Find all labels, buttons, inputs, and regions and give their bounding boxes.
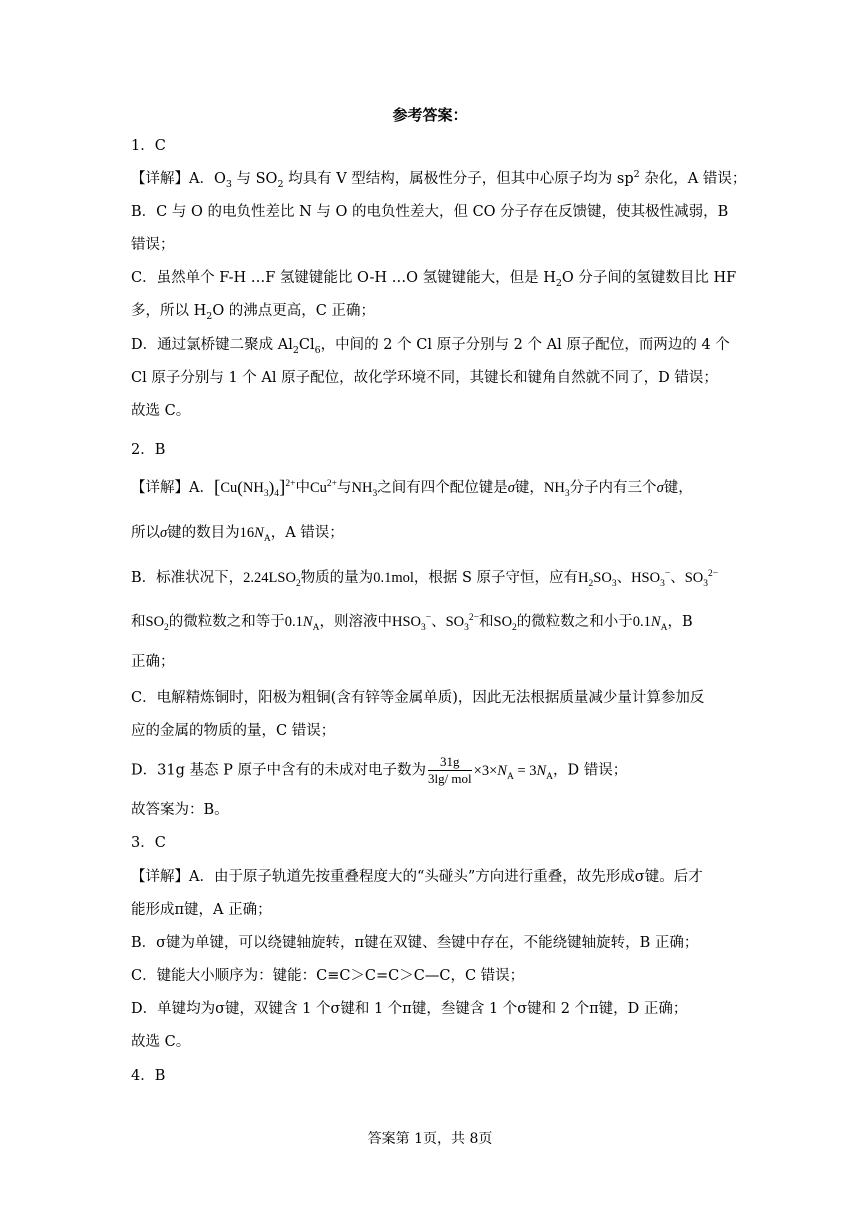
q1-explanation-a: 【详解】A．$O_3$ 与 $SO_2$ 均具有 V 型结构，属极性分子，但其中心原子均为 $sp^2$ 杂化，A 错误； xyxy=(131,169,747,190)
complex-formula: $[Cu(NH_3)_4]^{2+}$ xyxy=(213,477,296,499)
q3-explanation-b: B．σ键为单键，可以绕键轴旋转，π键在双键、叁键中存在，不能绕键轴旋转，B 正确； xyxy=(131,935,699,951)
q2-explanation-a2: 所以σ键的数目为$16N_A$，A 错误； xyxy=(131,525,344,544)
q2-explanation-b3: 正确； xyxy=(131,654,175,670)
page-title: 参考答案： xyxy=(392,106,468,124)
q2-explanation-a1: 【详解】A．$[Cu(NH_3)_4]^{2+}$中$Cu^{2+}$与$NH_3$之间有四个配位键是σ键，$NH_3$分子内有三个σ键， xyxy=(131,477,693,499)
q1-explanation-c2: 多，所以 $H_2O$ 的沸点更高，C 正确； xyxy=(131,303,376,322)
answer-1-number: 1．C xyxy=(131,138,166,154)
q1-explanation-b1: B．C 与 O 的电负性差比 N 与 O 的电负性差大，但 CO 分子存在反馈键，使其极性减弱，B xyxy=(131,204,729,220)
q2-explanation-b1: B．标准状况下，$2.24LSO_2$物质的量为0.1mol，根据 S 原子守恒，应有$H_2SO_3$、$HSO_3^-$、$SO_3^{2-}$ xyxy=(131,569,719,589)
answer-3-number: 3．C xyxy=(131,835,166,851)
answer-4-number: 4．B xyxy=(131,1068,166,1084)
fraction: $\frac{31g}{\text{3lg/ mol}}$ xyxy=(427,754,472,786)
q1-explanation-d1: D．通过氯桥键二聚成 $Al_2Cl_6$，中间的 2 个 Cl 原子分别与 2 个 Al 原子配位，而两边的 4 个 xyxy=(131,337,730,356)
q1-explanation-c1: C．虽然单个 F-H …F 氢键键能比 O-H …O 氢键键能大，但是 $H_2O$ 分子间的氢键数目比 HF xyxy=(131,270,737,289)
q3-explanation-a1: 【详解】A．由于原子轨道先按重叠程度大的“头碰头”方向进行重叠，故先形成σ键。后才 xyxy=(131,869,703,885)
q3-explanation-a2: 能形成π键，A 正确； xyxy=(131,902,272,918)
q1-conclusion: 故选 C。 xyxy=(131,403,191,419)
q2-explanation-b2: 和$SO_2$的微粒数之和等于$0.1N_A$，则溶液中$HSO_3^-$、$SO_3^{2-}$和$SO_2$的微粒数之和小于$0.1N_A$，B xyxy=(131,613,693,633)
q1-explanation-b2: 错误； xyxy=(131,237,175,253)
q2-explanation-d1: D．31g 基态 P 原子中含有的未成对电子数为 $\frac{31g}{\text{3lg/ mol}}$ $\times 3\times N_A = 3N_A$，D 错误； xyxy=(131,754,628,786)
q3-conclusion: 故选 C。 xyxy=(131,1034,191,1050)
q3-explanation-c: C．键能大小顺序为：键能：C≡C＞C=C＞C—C，C 错误； xyxy=(131,968,525,984)
q3-explanation-d: D．单键均为σ键，双键含 1 个σ键和 1 个π键，叁键含 1 个σ键和 2 个π键，D 正确； xyxy=(131,1001,688,1017)
answer-2-number: 2．B xyxy=(131,442,166,458)
q2-explanation-c2: 应的金属的物质的量，C 错误； xyxy=(131,723,336,739)
q2-explanation-c1: C．电解精炼铜时，阳极为粗铜(含有锌等金属单质)，因此无法根据质量减少量计算参加反 xyxy=(131,690,705,706)
page-footer: 答案第 1页，共 8页 xyxy=(367,1131,493,1147)
q1-explanation-d2: Cl 原子分别与 1 个 Al 原子配位，故化学环境不同，其键长和键角自然就不同了，D 错误； xyxy=(131,370,718,386)
q2-conclusion: 故答案为：B。 xyxy=(131,802,229,818)
